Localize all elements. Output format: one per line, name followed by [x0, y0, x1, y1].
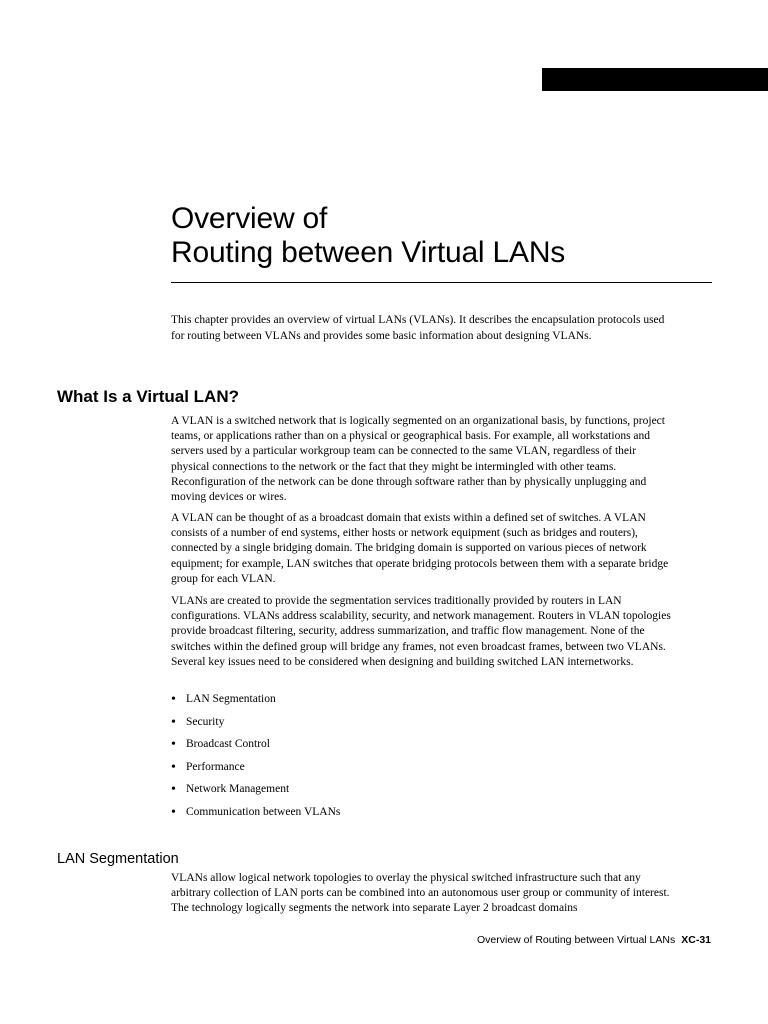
chapter-title — [171, 202, 565, 270]
chapter-title-line2: Routing between Virtual LANs — [171, 236, 566, 269]
bullet-icon: • — [171, 714, 176, 730]
list-item — [171, 737, 340, 760]
list-item — [171, 692, 340, 715]
intro-paragraph: This chapter provides an overview of virtual LANs (VLANs). It describes the encapsulation protocols used for routing between VLANs and provides some basic information about designing VLANs. — [171, 314, 665, 342]
bullet-icon: • — [171, 804, 176, 820]
body-paragraph: VLANs are created to provide the segmentation services traditionally provided by routers in LAN configurations. VLANs address scalability, security, and network management. Routers in VLAN topologies provide broadcast filtering, security, address summarization, and traffic flow management. None of the switches within the defined group will bridge any frames, not even broadcast frames, between two VLANs. Several key issues need to be considered when designing and building switched LAN internetworks. — [171, 595, 671, 668]
page-number: XC-31 — [681, 934, 711, 946]
list-item-label: Broadcast Control — [186, 738, 270, 750]
page-footer — [477, 933, 711, 947]
bullet-icon: • — [171, 782, 176, 797]
list-item-label: LAN Segmentation — [186, 693, 276, 705]
bullet-icon: • — [171, 759, 176, 775]
list-item — [171, 715, 340, 738]
body-paragraph: A VLAN can be thought of as a broadcast domain that exists within a defined set of switches. A VLAN consists of a number of end systems, either hosts or network equipment (such as bridges and routers), connected by a single bridging domain. The bridging domain is supported on various pieces of network equipment; for example, LAN switches that operate bridging protocols between them with a separate bridge group for each VLAN. — [171, 512, 669, 585]
header-black-bar — [542, 68, 768, 91]
footer-running-title: Overview of Routing between Virtual LANs — [476, 934, 676, 946]
body-paragraph: VLANs allow logical network topologies to overlay the physical switched infrastructure such that any arbitrary collection of LAN ports can be combined into an autonomous user group or community of interest. The technology logically segments the network into separate Layer 2 broadcast domains — [171, 872, 670, 915]
list-item-label: Security — [186, 715, 225, 728]
issues-bullet-list — [171, 692, 340, 827]
list-item-label: Network Management — [186, 783, 290, 795]
title-divider — [171, 282, 712, 283]
bullet-icon: • — [171, 737, 176, 752]
list-item-label: Performance — [186, 760, 245, 773]
subsection-heading-lan-segmentation: LAN Segmentation — [57, 851, 179, 867]
list-item-label: Communication between VLANs — [186, 805, 341, 818]
list-item — [171, 805, 340, 828]
bullet-icon: • — [171, 692, 176, 707]
list-item — [171, 782, 340, 805]
section-heading-virtual-lan: What Is a Virtual LAN? — [57, 387, 239, 406]
chapter-title-line1: Overview of — [171, 202, 328, 235]
body-paragraph: A VLAN is a switched network that is logically segmented on an organizational basis, by functions, project teams, or applications rather than on a physical or geographical basis. For example, all workstations and servers used by a particular workgroup team can be connected to the same VLAN, regardless of their physical connections to the network or the fact that they might be intermingled with other teams. Reconfiguration of the network can be done through software rather than by physically unplugging and moving devices or wires. — [171, 415, 665, 504]
list-item — [171, 760, 340, 783]
